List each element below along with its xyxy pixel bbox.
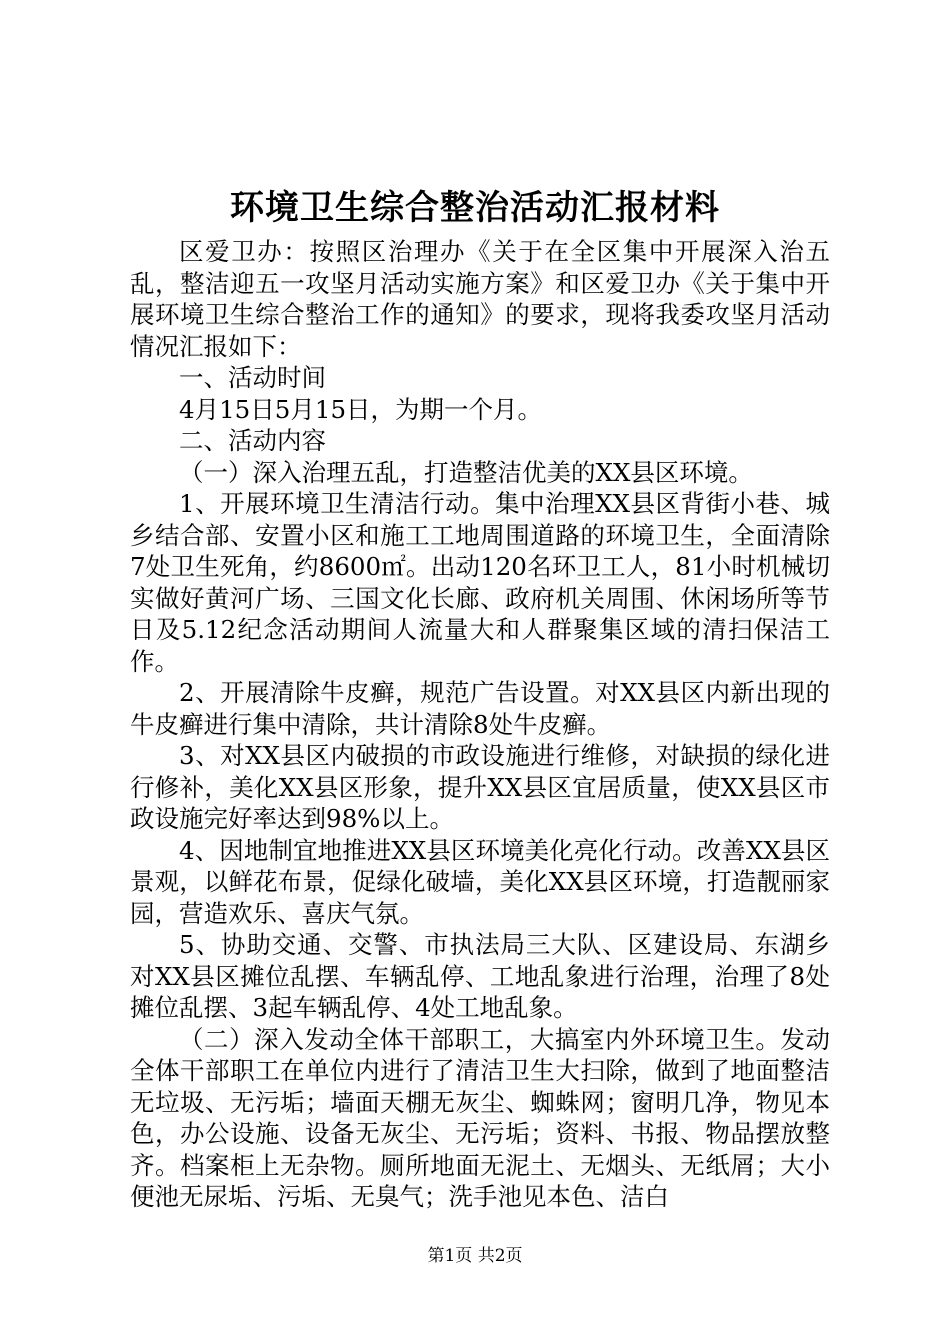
paragraph-time-range: 4月15日5月15日，为期一个月。 xyxy=(179,394,543,424)
subheading-section-one: （一）深入治理五乱，打造整洁优美的XX县区环境。 xyxy=(179,457,753,487)
paragraph-section-two: （二）深入发动全体干部职工，大搞室内外环境卫生。发动全体干部职工在单位内进行了清洁卫生大扫除，做到了地面整洁无垃圾、无污垢；墙面天棚无灰尘、蜘蛛网；窗明几净，物见本色，办公设施、设备无灰尘、无污垢；资料、书报、物品摆放整齐。档案柜上无杂物。厕所地面无泥土、无烟头、无纸屑；大小便池无尿垢、污垢、无臭气；洗手池见本色、洁白 xyxy=(130,1024,830,1211)
heading-activity-content: 二、活动内容 xyxy=(179,426,326,455)
document-title: 环境卫生综合整治活动汇报材料 xyxy=(230,188,720,228)
paragraph-item-2: 2、开展清除牛皮癣，规范广告设置。对XX县区内新出现的牛皮癣进行集中清除，共计清除8处牛皮癣。 xyxy=(130,678,830,739)
paragraph-item-1: 1、开展环境卫生清洁行动。集中治理XX县区背街小巷、城乡结合部、安置小区和施工工地周围道路的环境卫生，全面清除7处卫生死角，约8600㎡。出动120名环卫工人，81小时机械切实做好黄河广场、三国文化长廊、政府机关周围、休闲场所等节日及5.12纪念活动期间人流量大和人群聚集区域的清扫保洁工作。 xyxy=(130,489,830,676)
document-body xyxy=(130,236,830,1213)
paragraph-item-3: 3、对XX县区内破损的市政设施进行维修，对缺损的绿化进行修补，美化XX县区形象，提升XX县区宜居质量，使XX县区市政设施完好率达到98%以上。 xyxy=(130,741,830,833)
paragraph-intro: 区爱卫办：按照区治理办《关于在全区集中开展深入治五乱，整洁迎五一攻坚月活动实施方案》和区爱卫办《关于集中开展环境卫生综合整治工作的通知》的要求，现将我委攻坚月活动情况汇报如下： xyxy=(130,237,830,361)
paragraph-item-5: 5、协助交通、交警、市执法局三大队、区建设局、东湖乡对XX县区摊位乱摆、车辆乱停、工地乱象进行治理，治理了8处摊位乱摆、3起车辆乱停、4处工地乱象。 xyxy=(130,930,830,1022)
heading-activity-time: 一、活动时间 xyxy=(179,363,326,392)
page-number-footer: 第1页 共2页 xyxy=(427,1246,523,1266)
paragraph-item-4: 4、因地制宜地推进XX县区环境美化亮化行动。改善XX县区景观，以鲜花布景，促绿化破墙，美化XX县区环境，打造靓丽家园，营造欢乐、喜庆气氛。 xyxy=(130,835,830,928)
